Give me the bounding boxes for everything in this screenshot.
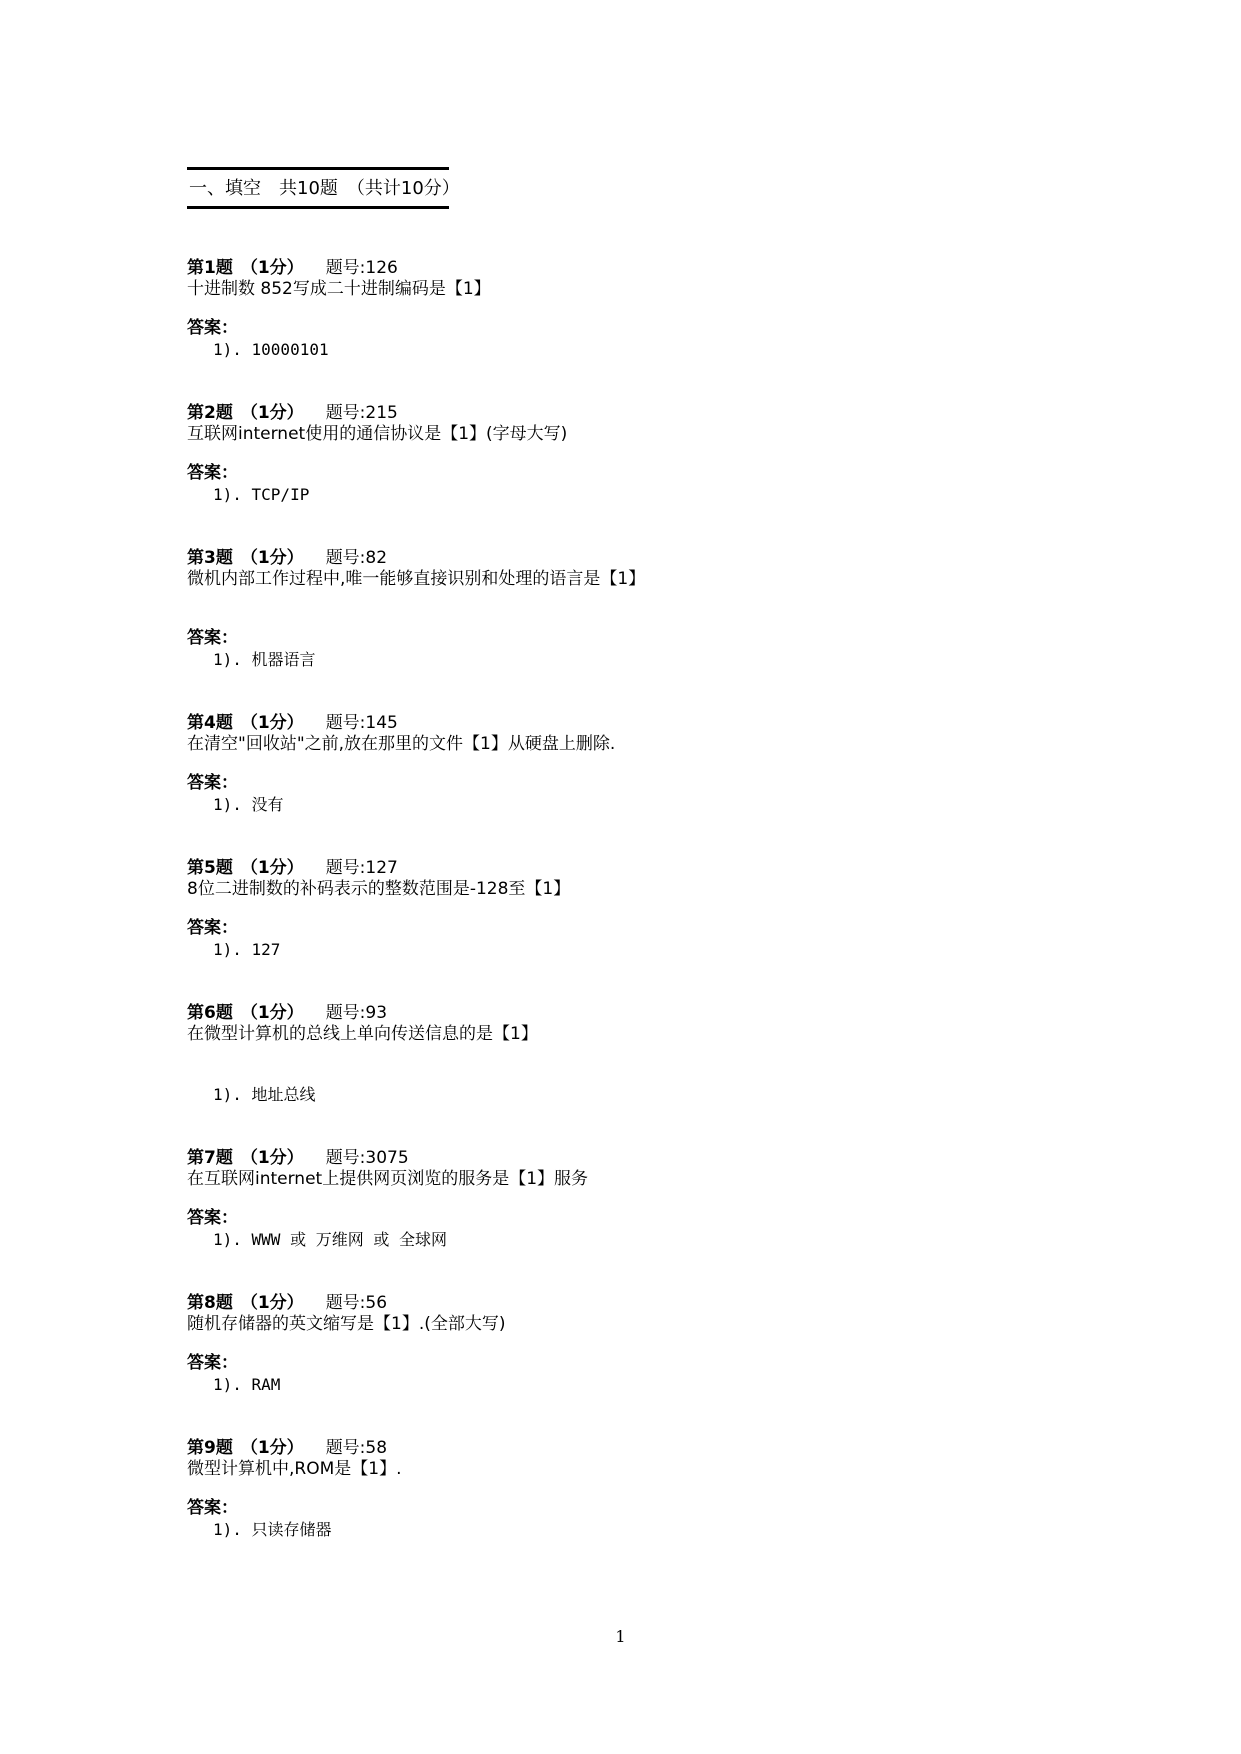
question-id: 题号:145 — [325, 713, 398, 733]
question-6 — [187, 1003, 1087, 1105]
page-number: 1 — [615, 1627, 626, 1646]
question-3 — [187, 548, 1087, 670]
spacer — [187, 590, 1087, 628]
section-title: 一、填空 共10题 （共计10分） — [189, 178, 460, 199]
question-id: 题号:215 — [325, 403, 398, 423]
question-score: （1分） — [240, 1438, 304, 1458]
question-9 — [187, 1438, 1087, 1540]
question-id: 题号:56 — [325, 1293, 388, 1313]
question-separator — [187, 960, 1087, 1003]
question-list — [187, 258, 1087, 1540]
answer-item: 1). RAM — [213, 1375, 281, 1394]
question-number: 第1题 — [187, 258, 233, 278]
question-header — [187, 858, 1087, 879]
question-id: 题号:93 — [325, 1003, 388, 1023]
question-score: （1分） — [240, 713, 304, 733]
question-number: 第8题 — [187, 1293, 233, 1313]
answer-label: 答案： — [187, 463, 238, 483]
question-header — [187, 1148, 1087, 1169]
question-1 — [187, 258, 1087, 360]
question-score: （1分） — [240, 403, 304, 423]
question-separator — [187, 360, 1087, 403]
answer-item: 1). 10000101 — [213, 340, 329, 359]
bottom-rule — [187, 206, 449, 209]
question-number: 第5题 — [187, 858, 233, 878]
question-score: （1分） — [240, 1148, 304, 1168]
question-header — [187, 713, 1087, 734]
question-separator — [187, 670, 1087, 713]
question-id: 题号:3075 — [325, 1148, 409, 1168]
question-score: （1分） — [240, 548, 304, 568]
question-text: 在微型计算机的总线上单向传送信息的是【1】 — [187, 1024, 538, 1044]
question-score: （1分） — [240, 858, 304, 878]
question-number: 第3题 — [187, 548, 233, 568]
question-separator — [187, 505, 1087, 548]
question-number: 第2题 — [187, 403, 233, 423]
question-header — [187, 1438, 1087, 1459]
answer-label: 答案： — [187, 628, 238, 648]
question-text: 十进制数 852写成二十进制编码是【1】 — [187, 279, 491, 299]
question-number: 第4题 — [187, 713, 233, 733]
answer-label: 答案： — [187, 318, 238, 338]
answer-label: 答案： — [187, 1353, 238, 1373]
question-id: 题号:58 — [325, 1438, 388, 1458]
answer-item: 1). TCP/IP — [213, 485, 310, 504]
answer-item: 1). 127 — [213, 940, 281, 959]
answer-item: 1). WWW 或 万维网 或 全球网 — [213, 1230, 447, 1249]
answer-label: 答案： — [187, 773, 238, 793]
question-text: 随机存储器的英文缩写是【1】.(全部大写) — [187, 1314, 506, 1334]
question-separator — [187, 1395, 1087, 1438]
question-id: 题号:126 — [325, 258, 398, 278]
answer-item: 1). 机器语言 — [213, 650, 316, 669]
answer-item: 1). 只读存储器 — [213, 1520, 332, 1539]
question-score: （1分） — [240, 1293, 304, 1313]
question-text: 在清空"回收站"之前,放在那里的文件【1】从硬盘上删除. — [187, 734, 616, 754]
answer-label — [187, 1063, 1087, 1084]
section-header — [187, 167, 460, 209]
question-text: 在互联网internet上提供网页浏览的服务是【1】服务 — [187, 1169, 589, 1189]
question-separator — [187, 1250, 1087, 1293]
question-4 — [187, 713, 1087, 815]
question-header — [187, 548, 1087, 569]
answer-item: 1). 地址总线 — [213, 1085, 316, 1104]
question-id: 题号:82 — [325, 548, 388, 568]
question-text: 微机内部工作过程中,唯一能够直接识别和处理的语言是【1】 — [187, 569, 646, 589]
question-id: 题号:127 — [325, 858, 398, 878]
question-number: 第6题 — [187, 1003, 233, 1023]
question-header — [187, 403, 1087, 424]
question-score: （1分） — [240, 1003, 304, 1023]
question-header — [187, 1003, 1087, 1024]
question-text: 微型计算机中,ROM是【1】. — [187, 1459, 402, 1479]
question-text: 8位二进制数的补码表示的整数范围是-128至【1】 — [187, 879, 571, 899]
answer-label: 答案： — [187, 918, 238, 938]
question-separator — [187, 1105, 1087, 1148]
answer-label: 答案： — [187, 1498, 238, 1518]
question-2 — [187, 403, 1087, 505]
answer-item: 1). 没有 — [213, 795, 284, 814]
question-7 — [187, 1148, 1087, 1250]
question-separator — [187, 815, 1087, 858]
question-number: 第9题 — [187, 1438, 233, 1458]
question-8 — [187, 1293, 1087, 1395]
answer-label: 答案： — [187, 1208, 238, 1228]
question-5 — [187, 858, 1087, 960]
question-header — [187, 258, 1087, 279]
question-score: （1分） — [240, 258, 304, 278]
question-header — [187, 1293, 1087, 1314]
question-text: 互联网internet使用的通信协议是【1】(字母大写) — [187, 424, 568, 444]
question-number: 第7题 — [187, 1148, 233, 1168]
